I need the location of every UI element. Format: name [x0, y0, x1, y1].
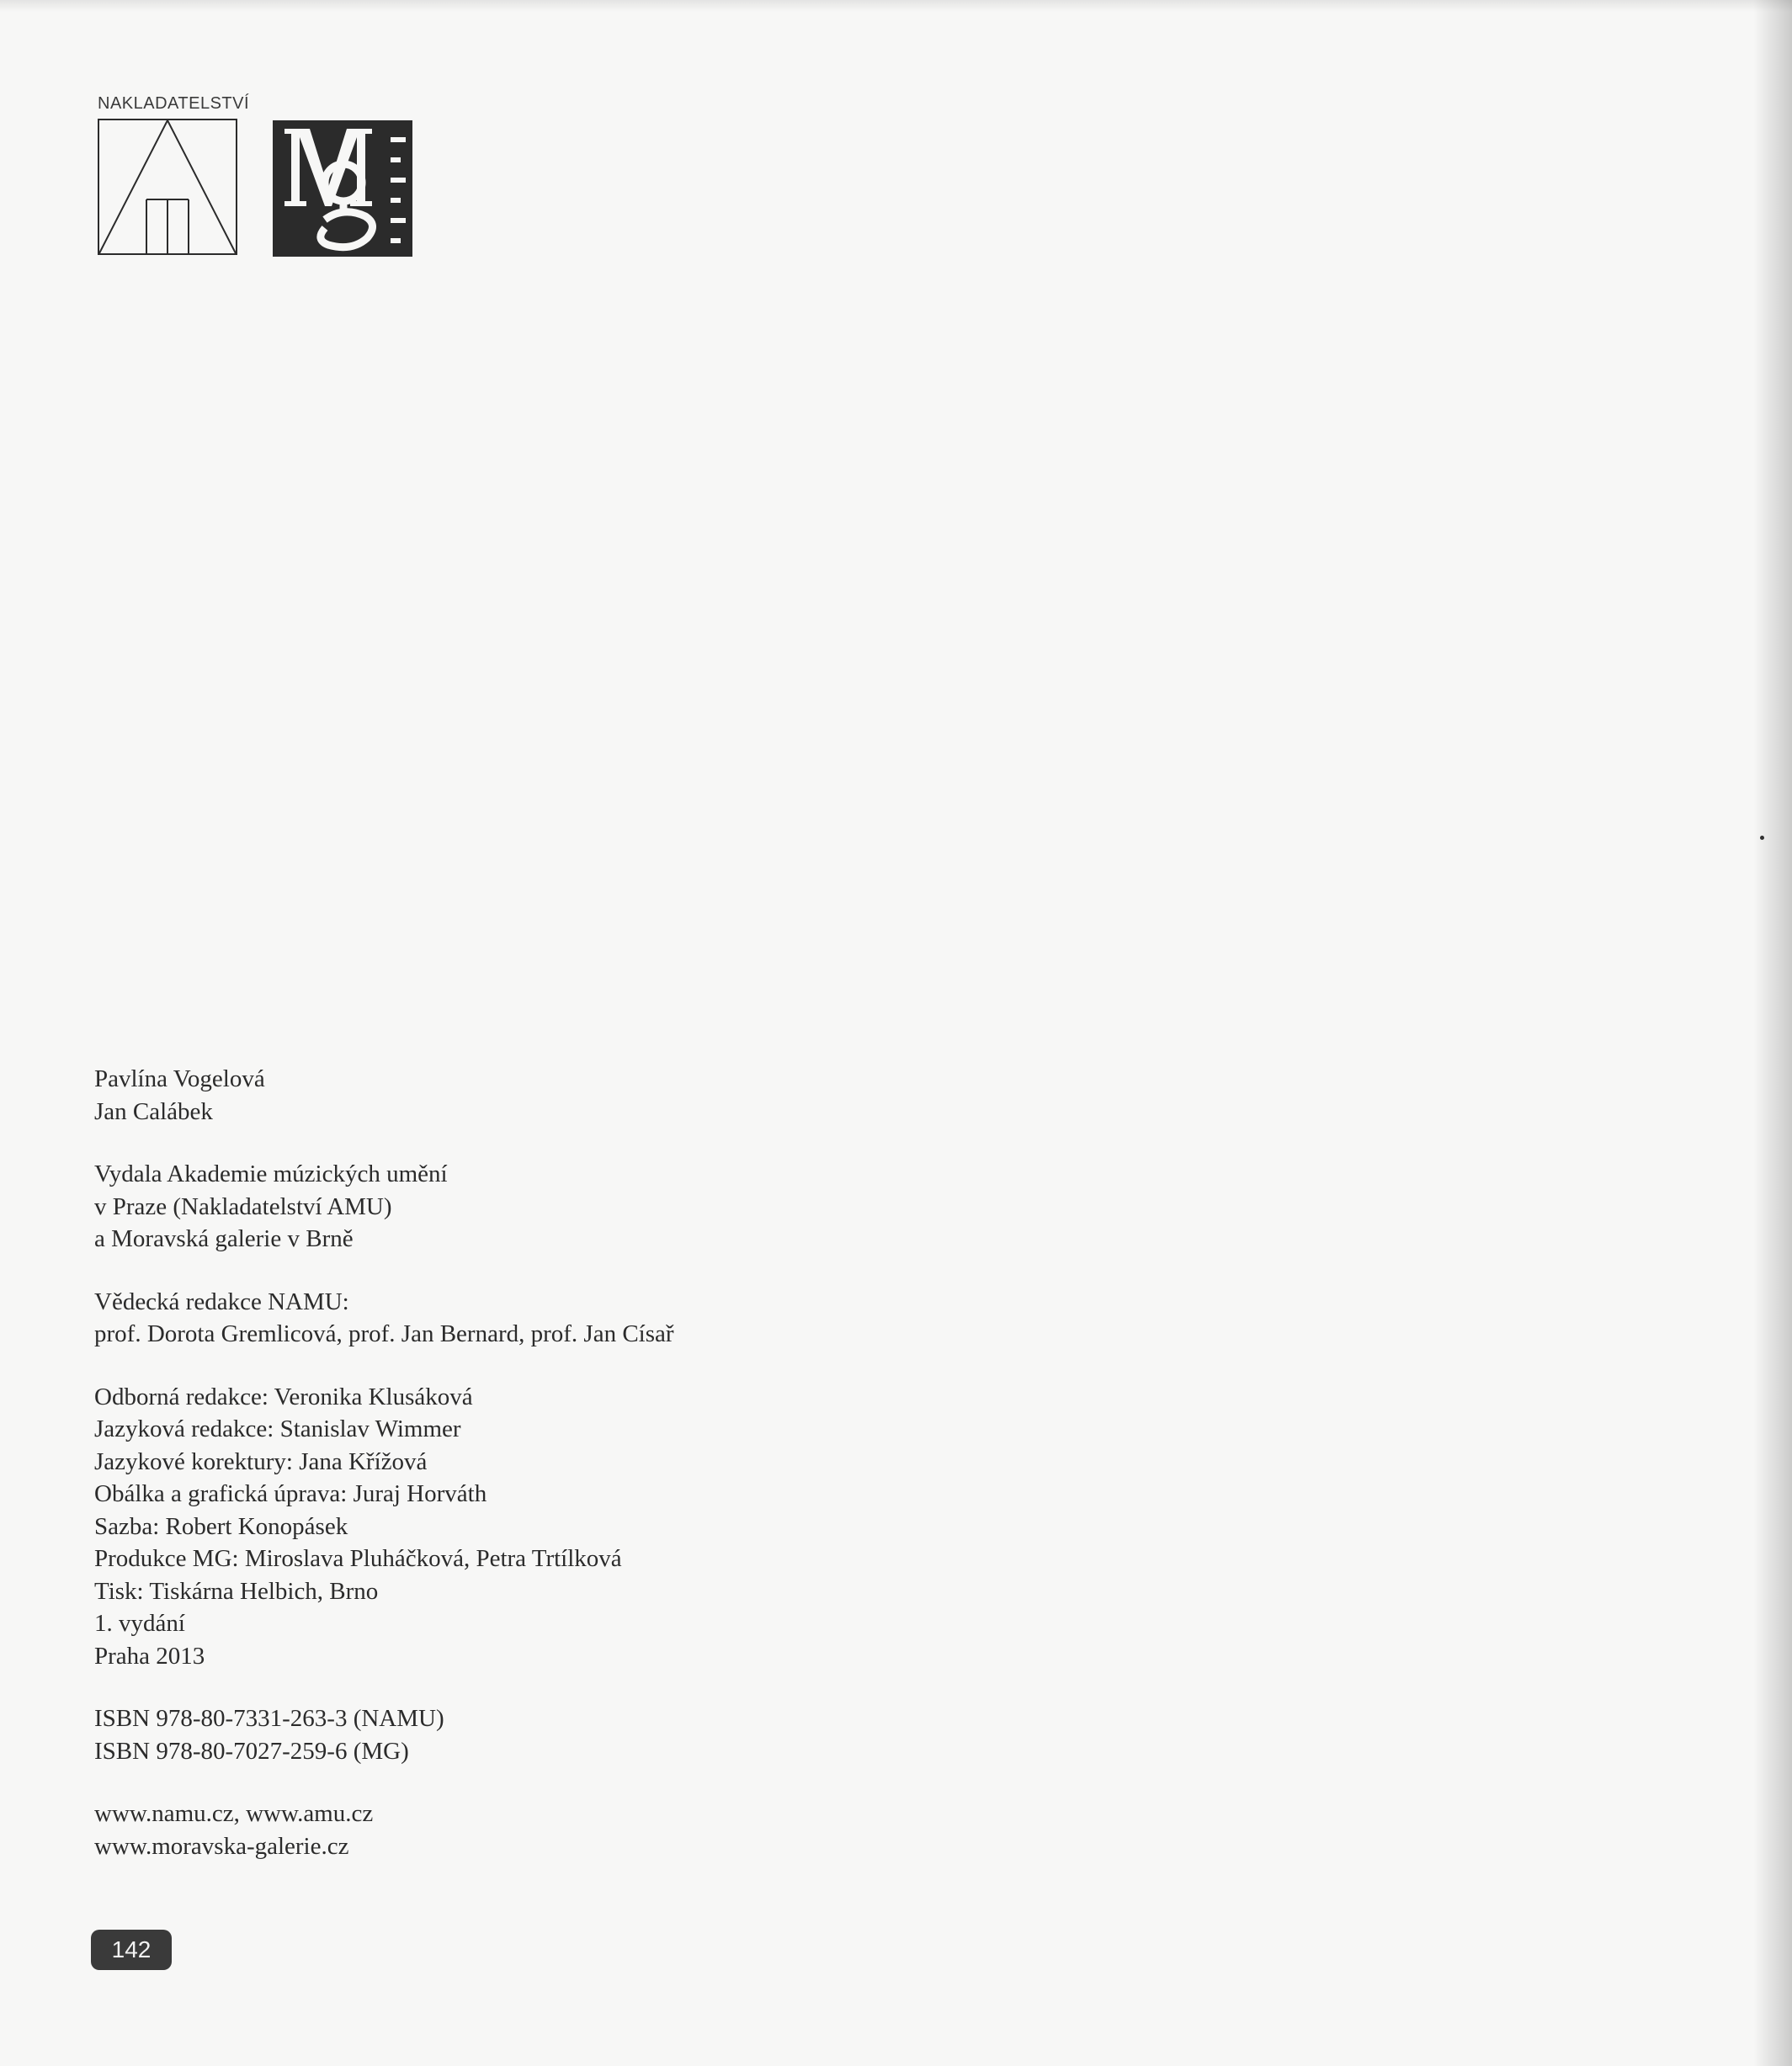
page-edge-shade	[1753, 0, 1792, 2066]
credit-line: Produkce MG: Miroslava Pluháčková, Petra Trtílková	[94, 1545, 622, 1572]
credit-line: Jazykové korektury: Jana Křížová	[94, 1447, 428, 1475]
amu-logo-icon	[98, 119, 237, 255]
isbn-line: ISBN 978-80-7027-259-6 (MG)	[94, 1737, 409, 1765]
author-name: Pavlína Vogelová	[94, 1065, 265, 1092]
publisher-line: Vydala Akademie múzických umění	[94, 1160, 448, 1187]
credit-line: Odborná redakce: Veronika Klusáková	[94, 1383, 473, 1410]
isbn-line: ISBN 978-80-7331-263-3 (NAMU)	[94, 1705, 444, 1732]
imprint-block	[94, 1063, 674, 1862]
credit-line: Jazyková redakce: Stanislav Wimmer	[94, 1415, 461, 1442]
edition-line: 1. vydání	[94, 1610, 185, 1637]
mg-logo-icon	[273, 120, 412, 257]
publisher-line: a Moravská galerie v Brně	[94, 1225, 354, 1252]
website-line: www.moravska-galerie.cz	[94, 1832, 349, 1860]
credit-line: Sazba: Robert Konopásek	[94, 1512, 348, 1540]
top-shade	[0, 0, 1792, 12]
page-number-badge: 142	[91, 1930, 172, 1970]
author-name: Jan Calábek	[94, 1097, 213, 1125]
publisher-label: NAKLADATELSTVÍ	[98, 94, 250, 113]
scientific-editors-heading: Vědecká redakce NAMU:	[94, 1288, 349, 1315]
scientific-editors-names: prof. Dorota Gremlicová, prof. Jan Bernard, prof. Jan Císař	[94, 1320, 674, 1347]
publisher-logos	[98, 94, 412, 257]
place-year-line: Praha 2013	[94, 1642, 205, 1670]
credit-line: Obálka a grafická úprava: Juraj Horváth	[94, 1480, 487, 1507]
credit-line: Tisk: Tiskárna Helbich, Brno	[94, 1577, 379, 1605]
website-line: www.namu.cz, www.amu.cz	[94, 1800, 374, 1827]
publisher-line: v Praze (Nakladatelství AMU)	[94, 1192, 392, 1220]
